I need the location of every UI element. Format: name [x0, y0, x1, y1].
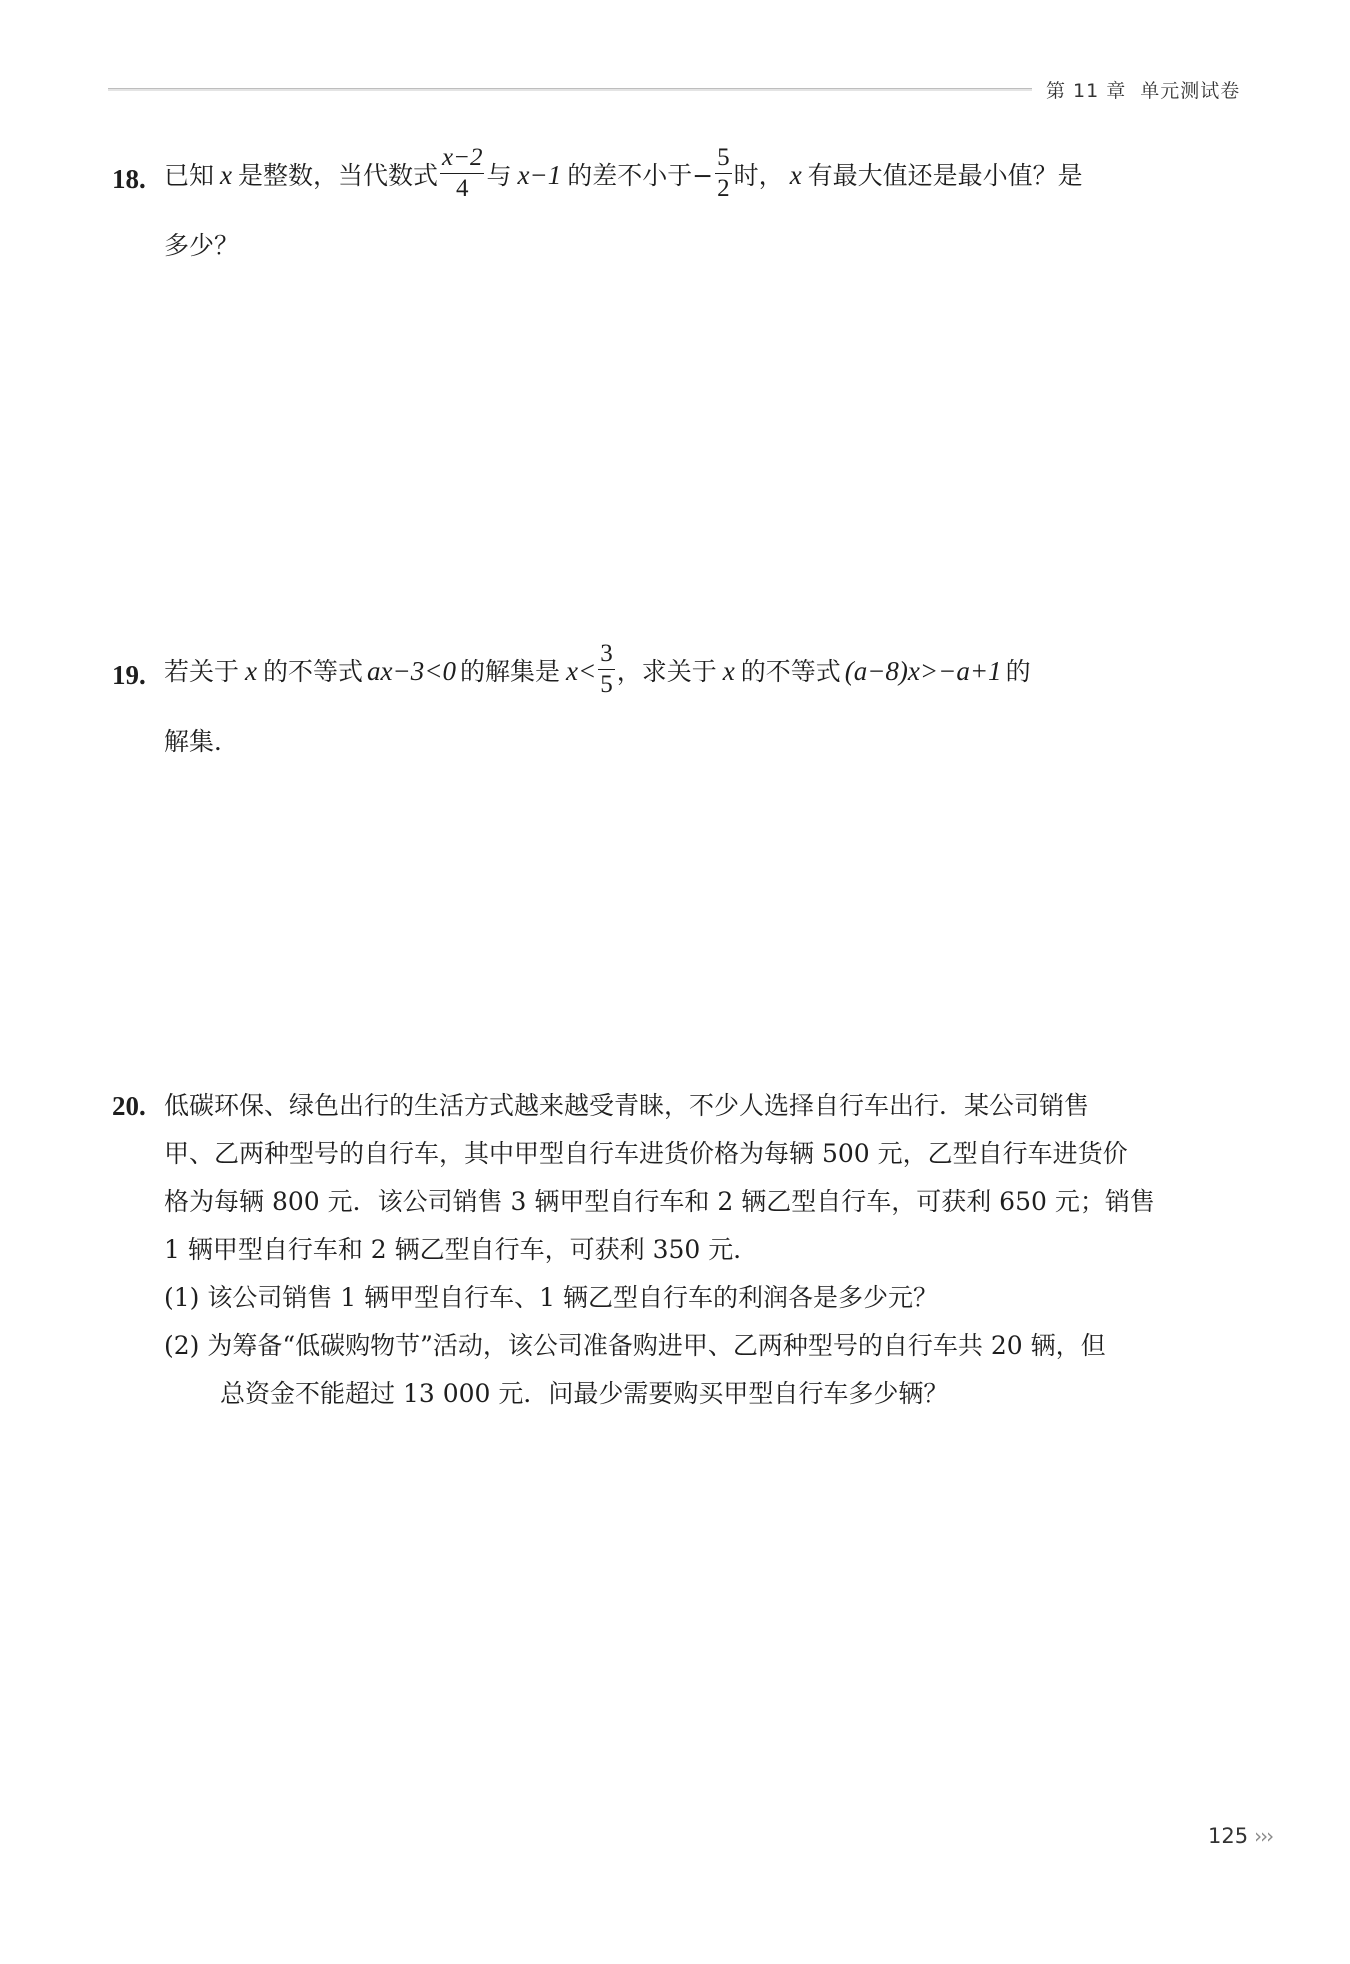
variable: x: [220, 160, 232, 190]
text-run: 的: [1005, 657, 1031, 686]
text-run: 与: [486, 161, 512, 190]
fraction: [440, 143, 484, 204]
problem-body: [164, 146, 1242, 279]
chapter-label: 第 11 章: [1046, 80, 1127, 102]
problem-number: 19.: [112, 660, 146, 690]
fraction: [598, 639, 615, 700]
header-rule: [108, 88, 1032, 91]
text-run: 若关于: [164, 657, 240, 686]
problem-line: 1 辆甲型自行车和 2 辆乙型自行车，可获利 350 元．: [164, 1235, 759, 1264]
problem-number: 20.: [112, 1091, 146, 1121]
problem-line: [164, 142, 1242, 209]
inequality: ax−3<0: [367, 656, 456, 686]
text-run: 的差不小于−: [567, 161, 714, 190]
text-run: ，求关于: [616, 657, 717, 686]
text-run: 时，: [733, 161, 784, 190]
problem-body: [164, 1082, 1242, 1418]
variable: x: [722, 656, 735, 686]
variable: x: [245, 656, 257, 686]
chevron-right-icon: ›››: [1254, 1824, 1273, 1848]
fraction-denominator: 5: [600, 671, 613, 698]
text-run: 的解集是: [459, 657, 560, 686]
text-run: 有最大值还是最小值？是: [807, 161, 1083, 190]
fraction-denominator: 4: [456, 175, 469, 202]
problem-line: [164, 638, 1242, 705]
running-header: [1046, 76, 1240, 103]
problem-number: 18.: [112, 164, 146, 194]
text-run: 的不等式: [263, 657, 364, 686]
fraction-denominator: 2: [717, 175, 730, 202]
sub-question-1: (1) 该公司销售 1 辆甲型自行车、1 辆乙型自行车的利润各是多少元？: [164, 1283, 939, 1312]
fraction-numerator: 3: [598, 639, 615, 670]
page-number: 125: [1208, 1824, 1249, 1848]
text-run: 是整数，当代数式: [238, 161, 439, 190]
problem-line: 格为每辆 800 元．该公司销售 3 辆甲型自行车和 2 辆乙型自行车，可获利 650 元；销售: [164, 1187, 1155, 1216]
page-footer: [1208, 1824, 1272, 1848]
fraction-numerator: x−2: [440, 143, 484, 174]
problem-line: 甲、乙两种型号的自行车，其中甲型自行车进货价格为每辆 500 元，乙型自行车进货价: [164, 1139, 1128, 1168]
fraction: [715, 143, 732, 204]
problem-line: 解集．: [164, 727, 240, 756]
problem-line: 多少？: [164, 231, 240, 260]
problem-line: 低碳环保、绿色出行的生活方式越来越受青睐，不少人选择自行车出行．某公司销售: [164, 1091, 1090, 1120]
text-run: 的不等式: [740, 657, 841, 686]
expression: x<: [565, 656, 597, 686]
section-title: 单元测试卷: [1140, 80, 1241, 102]
expression: x−1: [517, 160, 562, 190]
sub-question-2: (2) 为筹备“低碳购物节”活动，该公司准备购进甲、乙两种型号的自行车共 20 辆，但: [164, 1331, 1106, 1360]
text-run: 已知: [164, 161, 215, 190]
sub-question-2-continued: 总资金不能超过 13 000 元．问最少需要购买甲型自行车多少辆？: [220, 1379, 949, 1408]
variable: x: [789, 160, 802, 190]
problem-body: [164, 642, 1242, 775]
inequality: (a−8)x>−a+1: [844, 656, 1002, 686]
fraction-numerator: 5: [715, 143, 732, 174]
